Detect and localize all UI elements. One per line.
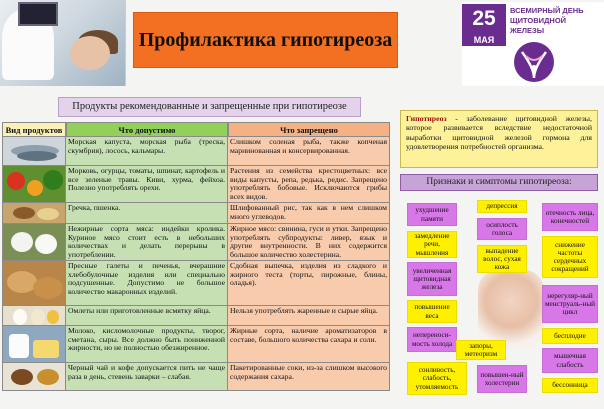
- definition-box: [400, 110, 598, 168]
- logo-text: ВСЕМИРНЫЙ ДЕНЬ ЩИТОВИДНОЙ ЖЕЛЕЗЫ: [510, 6, 584, 35]
- forbidden-cell: Шлифованный рис, так как в нем слишком много углеводов.: [228, 203, 390, 223]
- table-row: [2, 166, 390, 203]
- grains-image: [2, 203, 66, 223]
- dairy-image: [2, 326, 66, 362]
- woman-neck-image: [478, 270, 544, 348]
- table-row: [2, 137, 390, 166]
- forbidden-cell: Сдобная выпечка, изделия из сладкого и жирного теста (торты, пирожные, блины, оладья).: [228, 261, 390, 305]
- title-banner: [133, 12, 398, 68]
- thyroid-emblem-icon: [512, 38, 556, 84]
- symptom-item: выпадение волос, сухая кожа: [477, 245, 527, 273]
- symptom-item: нерегуляр-ный менструаль-ный цикл: [542, 285, 598, 323]
- symptom-item: отечность лица, конечностей: [542, 203, 598, 231]
- symptom-item: снижение частоты сердечных сокращений: [542, 236, 598, 278]
- symptom-item: депрессия: [477, 200, 527, 213]
- allowed-cell: Пресные галеты и печенья, вчерашние хлебобулочные изделия или специально подсушенные. Допустимо не большое количество макаронных изделий.: [66, 261, 228, 305]
- bread-image: [2, 261, 66, 305]
- table-row: [2, 306, 390, 326]
- table-heading: Продукты рекомендованные и запрещенные при гипотиреозе: [58, 97, 361, 117]
- column-header-allowed: Что допустимо: [66, 122, 228, 137]
- page-title: Профилактика гипотиреоза: [138, 28, 393, 51]
- logo-month: МАЯ: [462, 34, 506, 46]
- world-thyroid-day-logo: [462, 2, 604, 86]
- food-table: [2, 122, 390, 391]
- definition-text: - заболевание щитовидной железы, которое развивается вследствие недостаточной выработки щитовидной железой гормона для удовлетворения потребностей организма.: [406, 114, 592, 151]
- definition-term: Гипотиреоз: [406, 114, 447, 123]
- forbidden-cell: Растения из семейства крестоцветных: все виды капусты, репа, редька, редис. Запрещено употреблять бобовые. Исключаются грибы всех видов.: [228, 166, 390, 202]
- symptom-item: повышение веса: [407, 300, 457, 323]
- table-row: [2, 326, 390, 363]
- symptom-item: запоры, метеоризм: [456, 340, 506, 360]
- column-header-type: Вид продуктов: [2, 122, 66, 137]
- logo-day: 25: [462, 4, 506, 34]
- tea-coffee-image: [2, 363, 66, 390]
- allowed-cell: Гречка, пшенка.: [66, 203, 228, 223]
- symptom-item: ухудшение памяти: [407, 203, 457, 226]
- table-header-row: [2, 122, 390, 137]
- table-row: [2, 224, 390, 261]
- forbidden-cell: Нельзя употреблять жаренные и сырые яйца.: [228, 306, 390, 325]
- vegetables-image: [2, 166, 66, 202]
- symptom-item: повышен-ный холестерин: [477, 365, 527, 393]
- allowed-cell: Омлеты или приготовленные всмятку яйца.: [66, 306, 228, 325]
- symptom-item: бесплодие: [542, 328, 598, 344]
- poultry-image: [2, 224, 66, 260]
- symptoms-title: Признаки и симптомы гипотиреоза:: [400, 174, 598, 191]
- forbidden-cell: Жирное мясо: свинина, гуси и утки. Запрещено употреблять субпродукты: ливер, язык и другие внутренности. В них содержится большое количество холестерина.: [228, 224, 390, 260]
- symptom-item: мышечная слабость: [542, 348, 598, 373]
- symptom-item: непереноси-мость холода: [407, 327, 457, 352]
- forbidden-cell: Жирные сорта, наличие ароматизаторов в составе, большого количества сахара и соли.: [228, 326, 390, 362]
- table-row: [2, 203, 390, 224]
- table-row: [2, 261, 390, 306]
- header-photo: [0, 0, 126, 86]
- symptom-item: увеличенная щитовидная железа: [407, 262, 457, 296]
- allowed-cell: Нежирные сорта мяса: индейки кролика. Куриное мясо стоит есть в небольших количествах и делать перерывы в употреблении.: [66, 224, 228, 260]
- forbidden-cell: Слишком соленая рыба, также копченая мариинованная и консервированная.: [228, 137, 390, 165]
- allowed-cell: Молоко, кисломолочные продукты, творог, сметана, сыры. Все должно быть пониженной жирности, но не полностью обезжиренное.: [66, 326, 228, 362]
- column-header-forbidden: Что запрещено: [228, 122, 390, 137]
- table-row: [2, 363, 390, 391]
- allowed-cell: Морская капуста, морская рыба (треска, скумбрия), лосось, кальмары.: [66, 137, 228, 165]
- fish-image: [2, 137, 66, 165]
- allowed-cell: Морковь, огурцы, томаты, шпинат, картофель и все зеленые травы. Киви, хурма, фейхоа. Полезно употреблять орехи.: [66, 166, 228, 202]
- allowed-cell: Черный чай и кофе допускается пить не чаще раза в день, стевень заварки – слабая.: [66, 363, 228, 390]
- eggs-image: [2, 306, 66, 325]
- symptom-item: сонливость, слабость, утомляемость: [407, 362, 467, 395]
- symptom-item: осиплость голоса: [477, 218, 527, 240]
- symptom-item: бессонница: [542, 378, 598, 393]
- symptom-item: замедление речи, мышления: [407, 231, 457, 258]
- forbidden-cell: Пакетированные соки, из-за слишком высокого содержания сахара.: [228, 363, 390, 390]
